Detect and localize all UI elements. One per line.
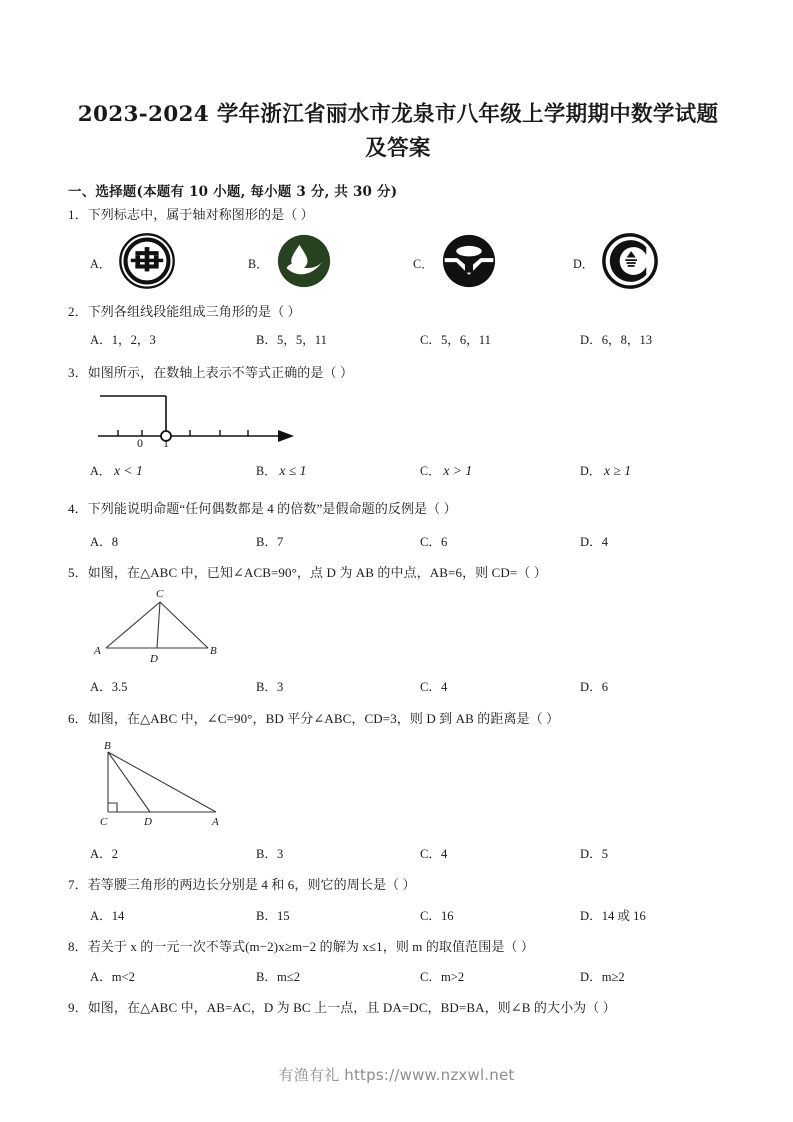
option-c-q8[interactable]: C．m>2 (420, 970, 465, 984)
question-3-options (68, 462, 728, 482)
question-5-options (68, 676, 728, 696)
question-1-stem: 1．下列标志中，属于轴对称图形的是（ ） (68, 207, 314, 222)
number-line-figure (92, 392, 312, 454)
logo-black-m-figure-icon (440, 232, 498, 295)
option-d-q3[interactable] (580, 462, 631, 479)
option-c-q2[interactable]: C．5，6，11 (420, 333, 491, 347)
logo-green-waterdrop-icon (275, 232, 333, 295)
option-math: x ≤ 1 (279, 463, 307, 478)
option-a-q2[interactable]: A．1，2，3 (90, 333, 156, 347)
option-b-q8[interactable]: B．m≤2 (256, 970, 300, 984)
option-b-q3[interactable] (256, 462, 306, 479)
option-letter: D． (573, 256, 594, 271)
logo-ring-shield-icon (118, 232, 176, 295)
option-letter: B． (248, 256, 269, 271)
right-triangle-bisector-figure (88, 740, 233, 837)
svg-text:D: D (144, 816, 152, 828)
number-line-tick-1: 1 (163, 436, 169, 450)
option-c-q7[interactable]: C．16 (420, 909, 454, 923)
question-2-options (68, 329, 728, 349)
section-heading: 一、选择题(本题有 10 小题, 每小题 3 分, 共 30 分) (68, 184, 398, 200)
option-letter: A． (90, 256, 111, 271)
question-4-options (68, 531, 728, 551)
option-a-q4[interactable]: A．8 (90, 535, 118, 549)
svg-text:A: A (212, 816, 219, 828)
option-d-q7[interactable]: D．14 或 16 (580, 909, 646, 923)
question-7-stem: 7．若等腰三角形的两边长分别是 4 和 6，则它的周长是（ ） (68, 877, 416, 892)
triangle-abc-midpoint-figure (88, 586, 228, 673)
option-b-q4[interactable]: B．7 (256, 535, 284, 549)
option-d-q1[interactable] (573, 232, 659, 294)
option-d-q2[interactable]: D．6，8，13 (580, 333, 653, 347)
option-d-q5[interactable]: D．6 (580, 680, 608, 694)
option-letter: B． (256, 464, 277, 478)
svg-text:C: C (156, 588, 164, 600)
svg-text:C: C (100, 816, 108, 828)
question-3-stem: 3．如图所示，在数轴上表示不等式正确的是（ ） (68, 365, 354, 380)
logo-black-c-ring-icon (601, 232, 659, 295)
option-math: x > 1 (443, 463, 473, 478)
option-c-q6[interactable]: C．4 (420, 847, 448, 861)
question-4-stem: 4．下列能说明命题“任何偶数都是 4 的倍数”是假命题的反例是（ ） (68, 501, 457, 516)
option-a-q6[interactable]: A．2 (90, 847, 118, 861)
svg-text:A: A (94, 645, 101, 657)
svg-text:D: D (150, 653, 158, 665)
option-b-q6[interactable]: B．3 (256, 847, 284, 861)
option-math: x < 1 (114, 463, 143, 478)
option-letter: C． (420, 464, 441, 478)
question-8-options (68, 966, 728, 986)
question-9-stem: 9．如图，在△ABC 中，AB=AC，D 为 BC 上一点，且 DA=DC，BD=BA，则∠B 的大小为（ ） (68, 1000, 616, 1015)
question-5-stem: 5．如图，在△ABC 中，已知∠ACB=90°，点 D 为 AB 的中点，AB=6，则 CD=（ ） (68, 565, 547, 580)
question-1-options (68, 232, 728, 294)
option-a-q3[interactable] (90, 462, 143, 479)
option-d-q8[interactable]: D．m≥2 (580, 970, 625, 984)
option-d-q6[interactable]: D．5 (580, 847, 608, 861)
option-b-q5[interactable]: B．3 (256, 680, 284, 694)
option-c-q3[interactable] (420, 462, 472, 479)
option-a-q1[interactable] (90, 232, 176, 294)
option-c-q5[interactable]: C．4 (420, 680, 448, 694)
option-letter: C． (413, 256, 434, 271)
option-b-q7[interactable]: B．15 (256, 909, 290, 923)
option-c-q4[interactable]: C．6 (420, 535, 448, 549)
option-c-q1[interactable] (413, 232, 498, 294)
option-d-q4[interactable]: D．4 (580, 535, 608, 549)
option-b-q1[interactable] (248, 232, 333, 294)
option-letter: A． (90, 464, 111, 478)
question-7-options (68, 905, 728, 925)
footer-watermark: 有渔有礼 https://www.nzxwl.net (278, 1066, 515, 1084)
option-a-q7[interactable]: A．14 (90, 909, 125, 923)
svg-text:B: B (210, 645, 217, 657)
question-6-stem: 6．如图，在△ABC 中，∠C=90°，BD 平分∠ABC，CD=3，则 D 到 AB 的距离是（ ） (68, 711, 560, 726)
page-title: 2023-2024 学年浙江省丽水市龙泉市八年级上学期期中数学试题及答案 (77, 102, 719, 161)
option-a-q5[interactable]: A．3.5 (90, 680, 128, 694)
number-line-tick-0: 0 (137, 436, 143, 450)
option-b-q2[interactable]: B．5，5，11 (256, 333, 327, 347)
question-6-options (68, 843, 728, 863)
question-8-stem: 8．若关于 x 的一元一次不等式(m−2)x≥m−2 的解为 x≤1，则 m 的取值范围是（ ） (68, 939, 534, 954)
option-letter: D． (580, 464, 601, 478)
question-2-stem: 2．下列各组线段能组成三角形的是（ ） (68, 304, 301, 319)
option-math: x ≥ 1 (604, 463, 632, 478)
option-a-q8[interactable]: A．m<2 (90, 970, 135, 984)
svg-text:B: B (104, 740, 111, 752)
